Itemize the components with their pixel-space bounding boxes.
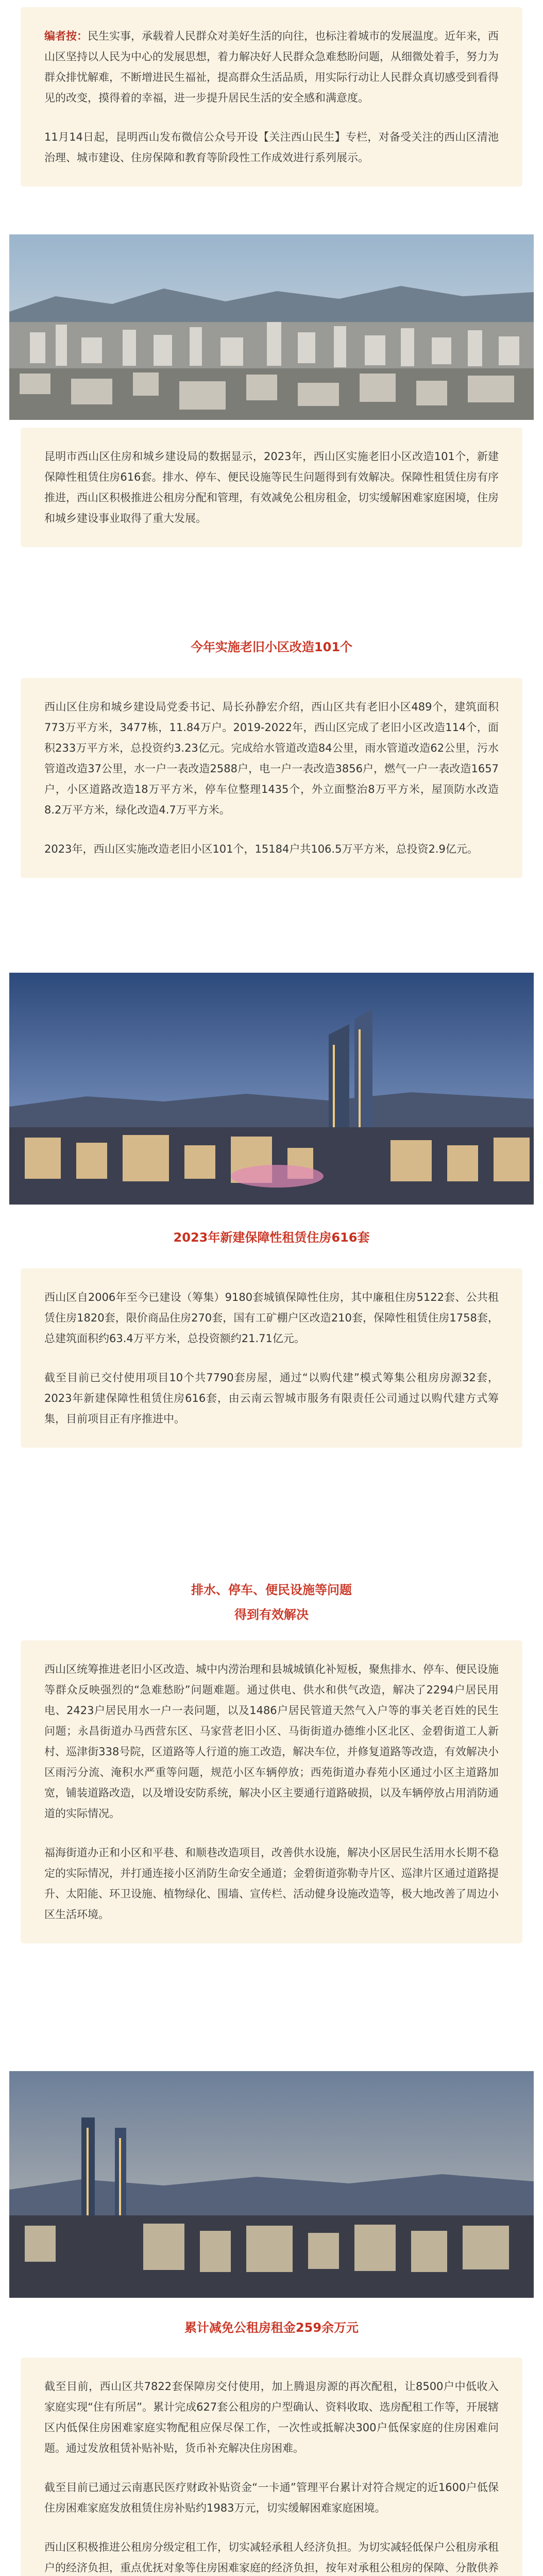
renovation-card — [21, 678, 522, 878]
rent-relief-card — [21, 2358, 522, 2576]
section-heading-housing-text: 2023年新建保障性租赁住房616套 — [173, 1230, 370, 1245]
editor-note — [44, 26, 499, 108]
rent-relief-paragraph-3: 西山区积极推进公租房分级定租工作，切实减轻承租人经济负担。为切实减轻低保户公租房承租户的经济负担，重点优抚对象等住房困难家庭的经济负担，按年对承租公租房的保障、分散供养 — [44, 2541, 499, 2574]
section-heading-renovation-text: 今年实施老旧小区改造101个 — [190, 640, 353, 654]
editor-note-text: 民生实事，承载着人民群众对美好生活的向往，也标注着城市的发展温度。近年来，西山区坚持以人民为中心的发展思想，着力解决好人民群众急难愁盼问题，从细微处着手，努力为群众排忧解难，不断增进民生福祉，提高群众生活品质，用实际行动让人民群众真切感受到看得见的改变，摸得着的幸福，进一步提升居民生活的安全感和满意度。 — [44, 30, 499, 104]
section-heading-facilities-line-2: 得到有效解决 — [234, 1607, 309, 1622]
column-intro: 11月14日起，昆明西山发布微信公众号开设【关注西山民生】专栏，对备受关注的西山区清池治理、城市建设、住房保障和教育等阶段性工作成效进行系列展示。 — [44, 131, 499, 164]
housing-paragraph-2: 截至目前已交付使用项目10个共7790套房屋，通过“以购代建”模式筹集公租房房源32套，2023年新建保障性租赁住房616套，由云南云智城市服务有限责任公司通过以购代建方式筹集，目前项目正有序推进中。 — [44, 1371, 499, 1425]
overview-paragraph: 昆明市西山区住房和城乡建设局的数据显示，2023年，西山区实施老旧小区改造101个，新建保障性租赁住房616套。排水、停车、便民设施等民生问题得到有效解决。保障性租赁住房有序推进，西山区积极推进公租房分配和管理，有效减免公租房租金，切实缓解困难家庭困境，住房和城乡建设事业取得了重大发展。 — [44, 450, 499, 524]
rent-relief-paragraph-1: 截至目前，西山区共7822套保障房交付使用，加上腾退房源的再次配租，让8500户中低收入家庭实现“住有所居”。累计完成627套公租房的户型确认、资料收取、选房配租工作等，开展辖区内低保住房困难家庭实物配租应保尽保工作，一次性或抵解决300户低保家庭的住房困难问题。通过发放租赁补贴补贴，货币补充解决住房困难。 — [44, 2380, 499, 2454]
twin-towers-photo — [9, 2071, 534, 2298]
section-heading-rent-relief — [21, 2315, 522, 2340]
facilities-paragraph-1: 西山区统筹推进老旧小区改造、城中内涝治理和县城城镇化补短板，聚焦排水、停车、便民设施等群众反映强烈的“急难愁盼”问题难题。通过供电、供水和供气改造，解决了2294户居民用电、2423户居民用水一户一表问题，以及1486户居民管道天然气入户等的事关老百姓的民生问题；永昌街道办马西营东区、马家营老旧小区、马街街道办德维小区北区、金碧街道工人新村、巡津街338号院，区道路等人行道的施工改造，解决车位，并修复道路等改造，有效解决小区雨污分流、淹积水严重等问题，规范小区车辆停放；西苑街道办春苑小区通过小区主道路加宽，铺装道路改造，以及增设安防系统，解决小区主要通行道路破损，以及车辆停放占用消防通道的实际情况。 — [44, 1663, 499, 1820]
renovation-paragraph-2: 2023年，西山区实施改造老旧小区101个，15184户共106.5万平方米，总投资2.9亿元。 — [44, 843, 478, 855]
overview-card — [21, 428, 522, 547]
section-heading-facilities — [21, 1578, 522, 1627]
facilities-paragraph-2: 福海街道办正和小区和平巷、和顺巷改造项目，改善供水设施，解决小区居民生活用水长期不稳定的实际情况，并打通连接小区消防生命安全通道；金碧街道弥勒寺片区、巡津片区通过道路提升、太阳能、环卫设施、植物绿化、围墙、宣传栏、活动健身设施改造等，极大地改善了周边小区生活环境。 — [44, 1846, 499, 1921]
section-heading-renovation — [21, 635, 522, 659]
editor-note-card — [21, 7, 522, 187]
housing-paragraph-1: 西山区自2006年至今已建设（筹集）9180套城镇保障性住房，其中廉租住房5122套、公共租赁住房1820套，限价商品住房270套，国有工矿棚户区改造210套，保障性租赁住房1758套，总建筑面积约63.4万平方米，总投资额约21.71亿元。 — [44, 1291, 499, 1345]
housing-card — [21, 1268, 522, 1448]
city-aerial-photo — [9, 234, 534, 420]
section-heading-facilities-line-1: 排水、停车、便民设施等问题 — [191, 1583, 352, 1597]
editor-note-label: 编者按： — [44, 30, 88, 42]
skyline-photo — [9, 973, 534, 1205]
facilities-card — [21, 1640, 522, 1943]
section-heading-housing — [21, 1225, 522, 1250]
section-heading-rent-relief-text: 累计减免公租房租金259余万元 — [184, 2320, 359, 2335]
rent-relief-paragraph-2: 截至目前已通过云南惠民医疗财政补贴资金“一卡通”管理平台累计对符合规定的近1600户低保住房困难家庭发放租赁住房补贴约1983万元，切实缓解困难家庭困境。 — [44, 2481, 499, 2514]
renovation-paragraph-1: 西山区住房和城乡建设局党委书记、局长孙静宏介绍，西山区共有老旧小区489个，建筑面积773万平方米，3477栋，11.84万户。2019-2022年，西山区完成了老旧小区改造114个，面积233万平方米，总投资约3.23亿元。完成给水管道改造84公里，雨水管道改造62公里，污水管道改造37公里，水一户一表改造2588户，电一户一表改造3856户，燃气一户一表改造1657户，小区道路改造18万平方米，停车位整理1435个，外立面整治8万平方米，屋顶防水改造8.2万平方米，绿化改造4.7万平方米。 — [44, 701, 499, 816]
